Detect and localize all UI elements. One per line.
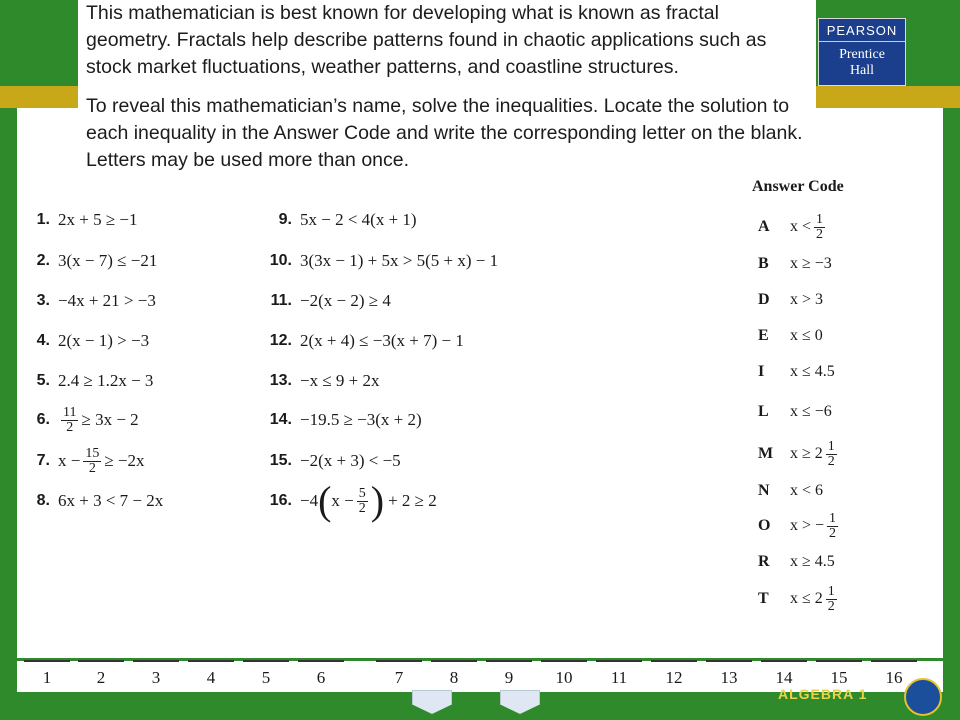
answer-code-E xyxy=(758,321,823,351)
answer-blank[interactable] xyxy=(133,660,179,662)
intro-paragraph-2: To reveal this mathematician’s name, solve the inequalities. Locate the solution to each inequality in the Answer Code and write the corresponding letter on the blank. Letters may be used more than once. xyxy=(86,95,803,171)
problem-expression: −2(x + 3) < −5 xyxy=(300,451,401,470)
code-expression: x ≤ 2 xyxy=(790,590,823,607)
problem-expression: 6x + 3 < 7 − 2x xyxy=(58,491,164,510)
code-letter: B xyxy=(758,255,769,272)
problem-number: 13. xyxy=(269,372,292,389)
answer-blank[interactable] xyxy=(431,660,477,662)
code-letter: T xyxy=(758,590,769,607)
problem-number: 14. xyxy=(269,411,292,428)
fraction xyxy=(826,585,837,614)
answer-blank[interactable] xyxy=(871,660,917,662)
answer-code-R xyxy=(758,547,835,577)
numerator: 11 xyxy=(63,404,77,420)
answer-blank[interactable] xyxy=(376,660,422,662)
answer-code-A xyxy=(758,212,828,242)
answer-code-I xyxy=(758,357,835,387)
code-expression: x > 3 xyxy=(790,291,824,308)
answer-code-B xyxy=(758,249,832,279)
problem-expression: −19.5 ≥ −3(x + 2) xyxy=(300,410,422,429)
blank-number: 14 xyxy=(775,668,793,687)
blank-number: 10 xyxy=(555,668,573,687)
code-letter: I xyxy=(758,363,765,380)
blank-number: 4 xyxy=(206,668,216,687)
answer-blank[interactable] xyxy=(541,660,587,662)
problem-number: 9. xyxy=(278,211,292,228)
problem-number: 1. xyxy=(36,211,50,228)
blank-number: 11 xyxy=(610,668,628,687)
problem-11 xyxy=(264,286,391,316)
intro-text xyxy=(86,0,806,186)
fraction xyxy=(357,487,368,516)
problem-expression: −4 xyxy=(300,491,319,510)
code-expression: x ≥ 4.5 xyxy=(790,553,835,570)
problem-expression: x − xyxy=(58,451,81,470)
code-expression: x ≥ 2 xyxy=(790,445,823,462)
code-expression: x ≤ 0 xyxy=(790,327,823,344)
problem-expression: 2x + 5 ≥ −1 xyxy=(58,210,138,229)
answer-blank[interactable] xyxy=(24,660,70,662)
numerator: 1 xyxy=(816,211,824,227)
problem-number: 10. xyxy=(269,252,292,269)
blank-number: 8 xyxy=(449,668,459,687)
blank-number: 1 xyxy=(42,668,52,687)
problem-number: 12. xyxy=(269,332,292,349)
answer-blank[interactable] xyxy=(486,660,532,662)
problem-number: 4. xyxy=(36,332,50,349)
blank-number: 5 xyxy=(261,668,271,687)
answer-blank[interactable] xyxy=(596,660,642,662)
code-letter: D xyxy=(758,291,770,308)
fraction xyxy=(814,213,825,242)
denominator: 2 xyxy=(66,419,74,435)
problem-2 xyxy=(28,246,157,276)
problem-9 xyxy=(264,205,417,235)
problem-1 xyxy=(28,205,138,235)
denominator: 2 xyxy=(827,598,835,614)
problem-expression: ≥ 3x − 2 xyxy=(81,410,139,429)
problem-16 xyxy=(264,478,437,523)
problem-13 xyxy=(264,366,380,396)
answer-code-M xyxy=(758,439,840,469)
numerator: 1 xyxy=(827,583,835,599)
numerator: 1 xyxy=(827,438,835,454)
answer-blank[interactable] xyxy=(78,660,124,662)
denominator: 2 xyxy=(358,500,366,516)
answer-code-D xyxy=(758,285,823,315)
next-arrow-icon[interactable] xyxy=(500,690,540,714)
problem-number: 3. xyxy=(36,292,50,309)
fraction xyxy=(827,512,838,541)
fraction xyxy=(83,447,101,476)
code-letter: E xyxy=(758,327,769,344)
code-letter: M xyxy=(758,445,774,462)
denominator: 2 xyxy=(827,453,835,469)
problem-expression: −4x + 21 > −3 xyxy=(58,291,156,310)
problem-number: 11. xyxy=(270,292,292,309)
answer-blank[interactable] xyxy=(651,660,697,662)
problem-5 xyxy=(28,366,153,396)
problem-number: 7. xyxy=(36,452,50,469)
code-expression: x ≤ −6 xyxy=(790,403,832,420)
problem-number: 15. xyxy=(269,452,292,469)
problem-14 xyxy=(264,405,422,435)
code-letter: N xyxy=(758,482,770,499)
problem-expression: 2(x + 4) ≤ −3(x + 7) − 1 xyxy=(300,331,464,350)
problem-8 xyxy=(28,486,163,516)
code-expression: x ≥ −3 xyxy=(790,255,832,272)
answer-code-title: Answer Code xyxy=(752,178,844,195)
code-expression: x < xyxy=(790,218,812,235)
problem-number: 5. xyxy=(36,372,50,389)
answer-code-O xyxy=(758,511,841,541)
problem-12 xyxy=(264,326,464,356)
answer-code-T xyxy=(758,584,840,614)
blank-number: 7 xyxy=(394,668,404,687)
problem-3 xyxy=(28,286,156,316)
pearson-logo xyxy=(818,18,906,86)
problem-expression: ≥ −2x xyxy=(104,451,145,470)
blank-number: 16 xyxy=(885,668,903,687)
blank-number: 9 xyxy=(504,668,514,687)
home-icon[interactable] xyxy=(904,678,942,716)
problem-7 xyxy=(28,446,145,476)
denominator: 2 xyxy=(829,525,837,541)
code-expression: x < 6 xyxy=(790,482,824,499)
logo-line-3: Hall xyxy=(849,63,875,78)
previous-arrow-icon[interactable] xyxy=(412,690,452,714)
fraction xyxy=(61,406,78,435)
problem-expression: 2(x − 1) > −3 xyxy=(58,331,150,350)
numerator: 5 xyxy=(358,485,366,501)
blank-number: 3 xyxy=(151,668,161,687)
problem-number: 2. xyxy=(36,252,50,269)
problem-number: 16. xyxy=(269,492,292,509)
problem-4 xyxy=(28,326,149,356)
denominator: 2 xyxy=(816,226,824,242)
numerator: 1 xyxy=(829,510,837,526)
answer-blank[interactable] xyxy=(298,660,344,662)
answer-blank[interactable] xyxy=(706,660,752,662)
blank-number: 13 xyxy=(720,668,738,687)
logo-line-2: Prentice xyxy=(839,47,885,62)
logo-line-1: PEARSON xyxy=(819,19,905,42)
left-paren: ( xyxy=(318,478,332,523)
problem-number: 8. xyxy=(36,492,50,509)
code-letter: O xyxy=(758,517,771,534)
answer-code-N xyxy=(758,476,823,506)
problem-expression: 5x − 2 < 4(x + 1) xyxy=(300,210,417,229)
problem-expression: x − xyxy=(331,491,354,510)
code-expression: x > − xyxy=(790,517,825,534)
problem-number: 6. xyxy=(36,411,50,428)
answer-blank[interactable] xyxy=(188,660,234,662)
problem-expression: −x ≤ 9 + 2x xyxy=(300,371,380,390)
problem-expression: + 2 ≥ 2 xyxy=(388,491,437,510)
blank-number: 12 xyxy=(665,668,683,687)
answer-blank[interactable] xyxy=(816,660,862,662)
intro-paragraph-1: This mathematician is best known for developing what is known as fractal geometry. Fractals help describe patterns found in chaotic applications such as stock market fluctuations, weather patterns, and coastline structures. xyxy=(86,2,767,78)
answer-blank[interactable] xyxy=(761,660,807,662)
problem-expression: 3(3x − 1) + 5x > 5(5 + x) − 1 xyxy=(300,251,499,270)
blank-number: 15 xyxy=(830,668,848,687)
code-letter: L xyxy=(758,403,769,420)
denominator: 2 xyxy=(88,460,96,476)
problem-expression: 2.4 ≥ 1.2x − 3 xyxy=(58,371,154,390)
blank-number: 6 xyxy=(316,668,326,687)
problem-6 xyxy=(28,405,139,435)
fraction xyxy=(826,440,837,469)
code-letter: R xyxy=(758,553,770,570)
numerator: 15 xyxy=(85,445,100,461)
problem-expression: 3(x − 7) ≤ −21 xyxy=(58,251,158,270)
right-paren: ) xyxy=(370,478,385,523)
answer-code-L xyxy=(758,397,832,427)
problem-expression: −2(x − 2) ≥ 4 xyxy=(300,291,391,310)
problem-10 xyxy=(264,246,498,276)
algebra-label: ALGEBRA 1 xyxy=(778,686,868,702)
code-letter: A xyxy=(758,218,770,235)
blank-number: 2 xyxy=(96,668,106,687)
code-expression: x ≤ 4.5 xyxy=(790,363,835,380)
answer-blank[interactable] xyxy=(243,660,289,662)
problem-15 xyxy=(264,446,401,476)
